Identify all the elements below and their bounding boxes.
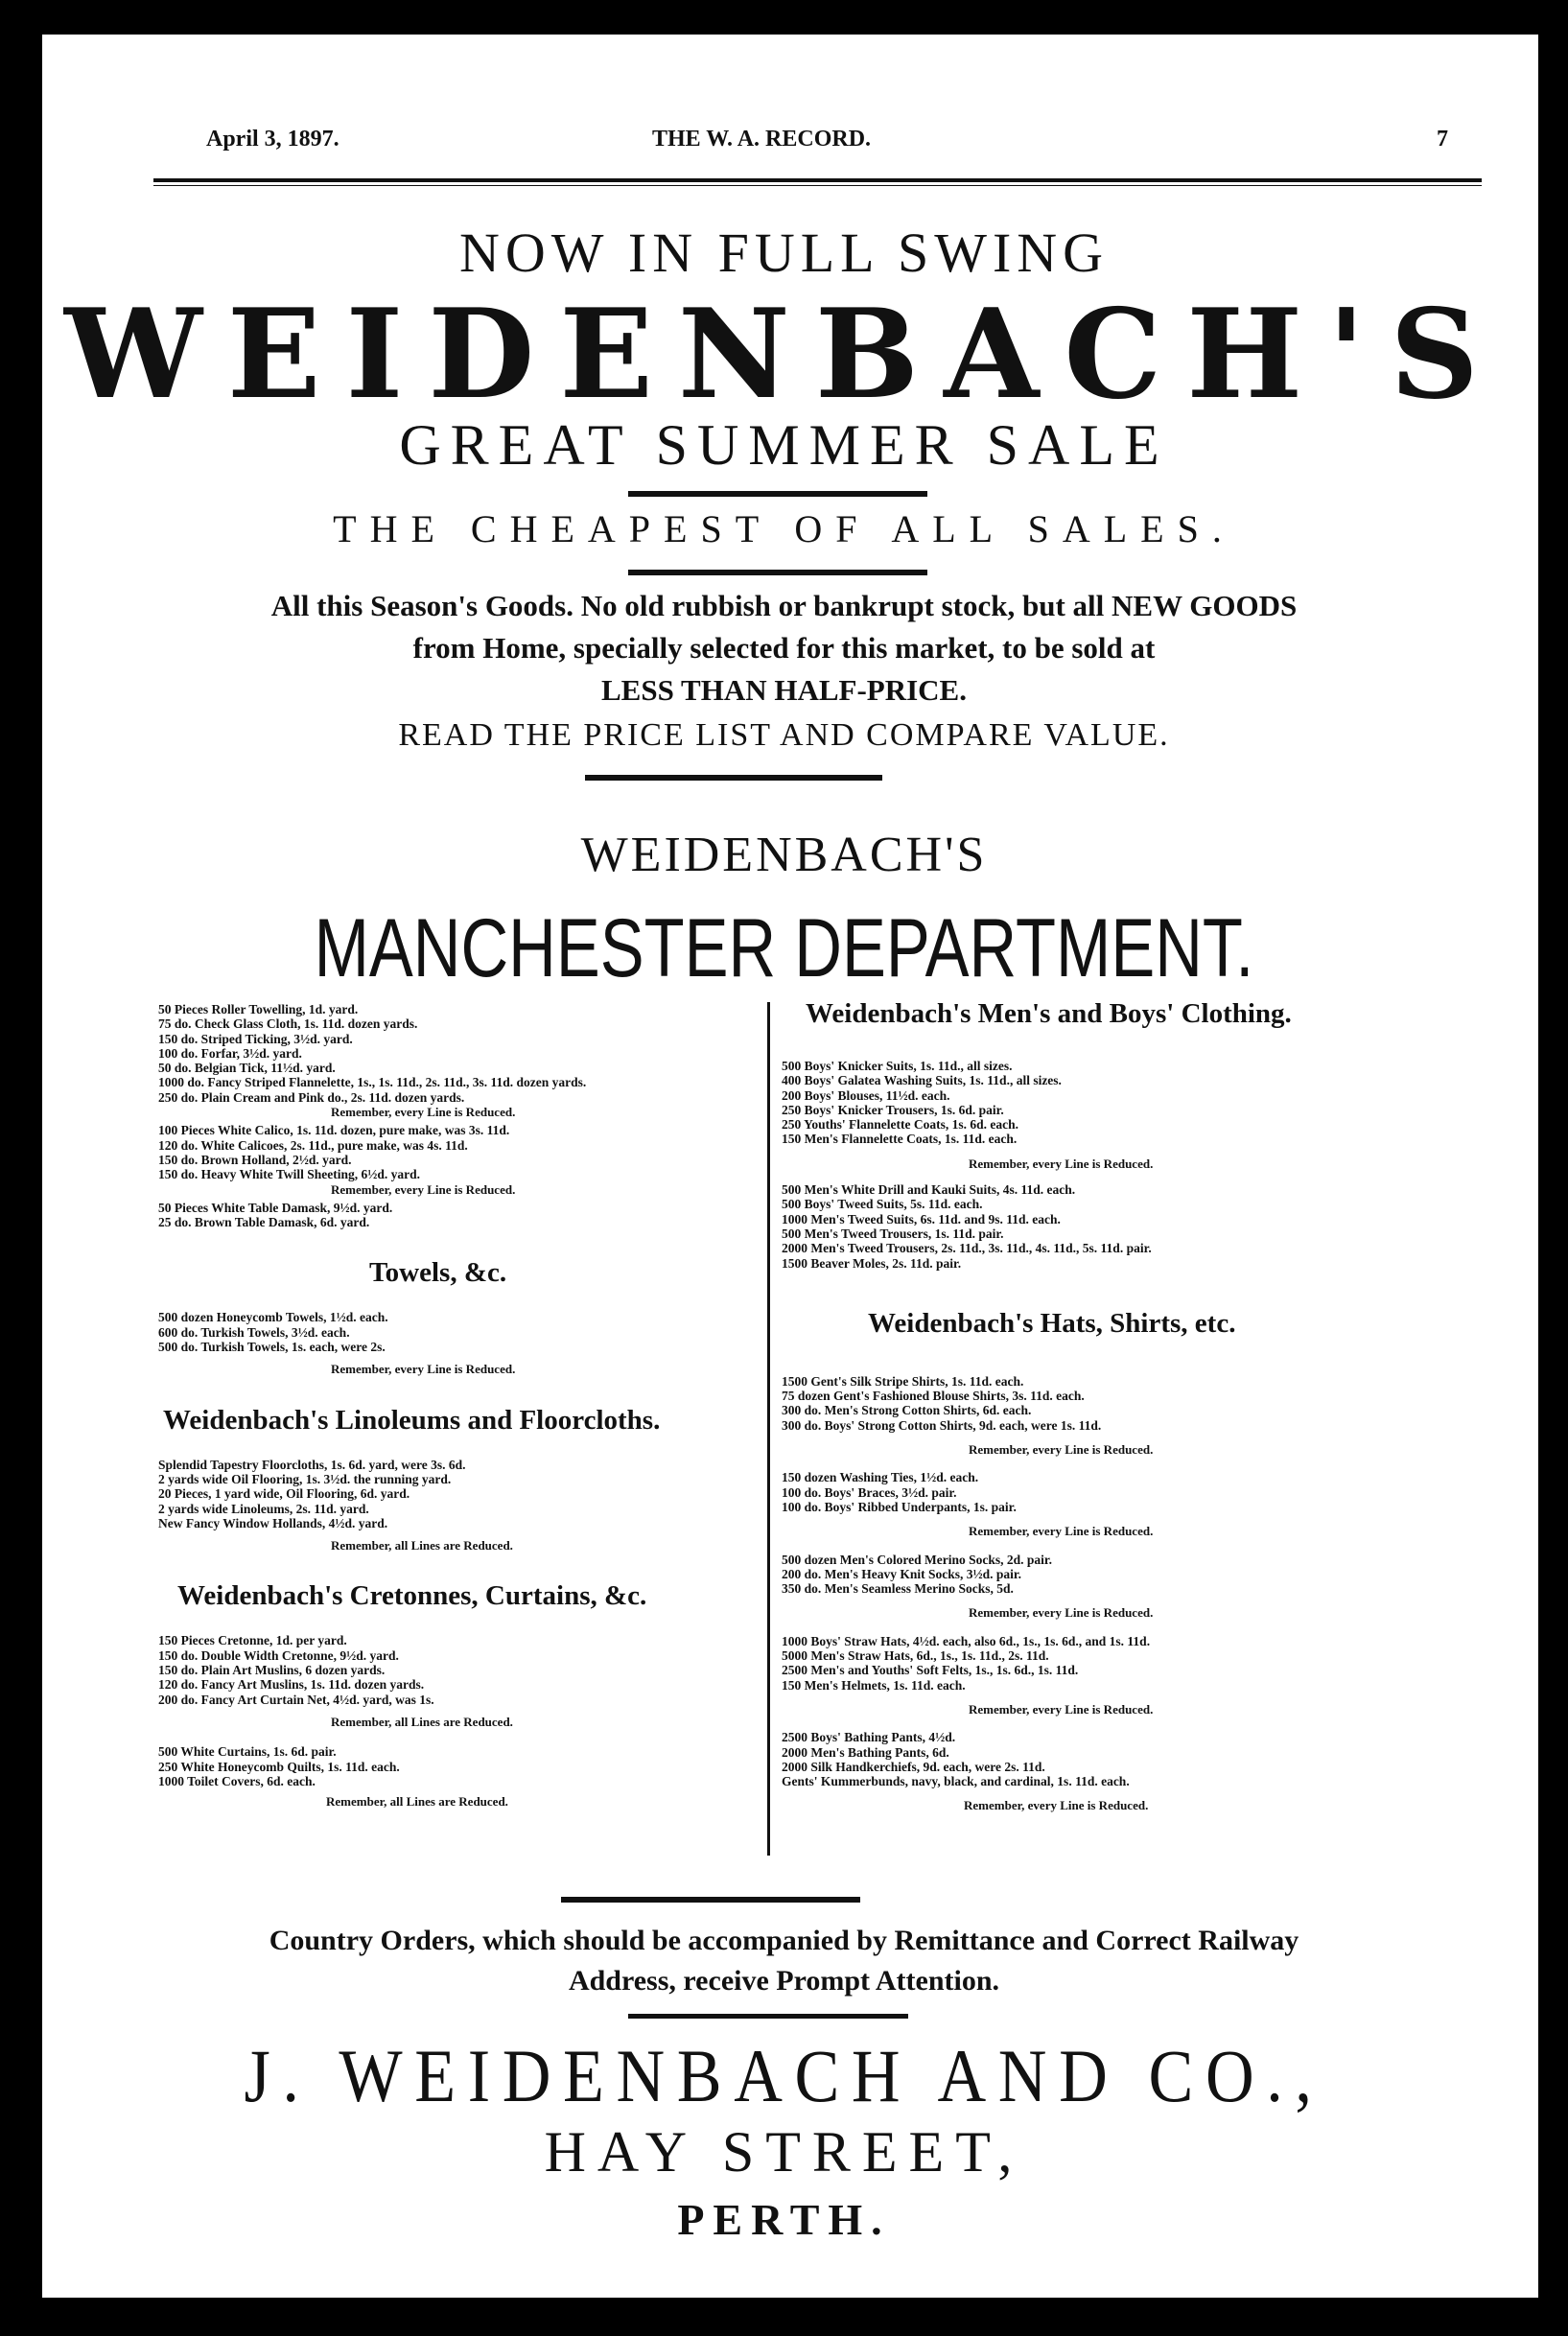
country-line: Address, receive Prompt Attention. <box>568 1965 1000 1997</box>
list-item: Splendid Tapestry Floorcloths, 1s. 6d. yard, were 3s. 6d. <box>158 1457 466 1472</box>
list-item: 120 do. White Calicoes, 2s. 11d., pure make, was 4s. 11d. <box>158 1137 468 1153</box>
list-item: 25 do. Brown Table Damask, 6d. yard. <box>158 1215 370 1230</box>
list-item: 500 dozen Honeycomb Towels, 1½d. each. <box>158 1310 388 1325</box>
running-header <box>153 113 1482 152</box>
divider-bar <box>585 775 882 781</box>
list-item: 200 do. Fancy Art Curtain Net, 4½d. yard, was 1s. <box>158 1692 434 1707</box>
header-rule <box>153 178 1482 182</box>
list-item: 1000 Boys' Straw Hats, 4½d. each, also 6d., 1s., 1s. 6d., and 1s. 11d. <box>782 1633 1151 1648</box>
firm-name: J. WEIDENBACH AND CO., <box>244 2034 1324 2117</box>
divider-bar <box>628 491 927 497</box>
reminder-note: Remember, all Lines are Reduced. <box>326 1794 508 1810</box>
read-price-list: READ THE PRICE LIST AND COMPARE VALUE. <box>398 717 1170 753</box>
right-column <box>782 997 1415 1817</box>
headline-brand: WEIDENBACH'S <box>64 283 1504 427</box>
section-title-cretonnes: Weidenbach's Cretonnes, Curtains, &c. <box>177 1580 647 1612</box>
reminder-note: Remember, every Line is Reduced. <box>969 1156 1154 1171</box>
section-title-hats: Weidenbach's Hats, Shirts, etc. <box>868 1307 1236 1339</box>
list-item: 150 do. Plain Art Muslins, 6 dozen yards. <box>158 1663 386 1678</box>
department-title: MANCHESTER DEPARTMENT. <box>314 902 1254 994</box>
list-item: 150 do. Double Width Cretonne, 9½d. yard. <box>158 1647 399 1663</box>
list-item: 200 Boys' Blouses, 11½d. each. <box>782 1087 950 1103</box>
list-item: 400 Boys' Galatea Washing Suits, 1s. 11d., all sizes. <box>782 1073 1062 1088</box>
reminder-note: Remember, every Line is Reduced. <box>969 1524 1154 1539</box>
list-item: 2 yards wide Linoleums, 2s. 11d. yard. <box>158 1501 369 1516</box>
list-item: 500 White Curtains, 1s. 6d. pair. <box>158 1744 337 1760</box>
reminder-note: Remember, every Line is Reduced. <box>331 1105 516 1120</box>
list-item: 150 Men's Helmets, 1s. 11d. each. <box>782 1677 966 1693</box>
list-item: 20 Pieces, 1 yard wide, Oil Flooring, 6d. yard. <box>158 1486 410 1502</box>
list-item: 100 do. Boys' Braces, 3½d. pair. <box>782 1484 957 1500</box>
list-item: 50 Pieces Roller Towelling, 1d. yard. <box>158 1002 359 1016</box>
list-item: Gents' Kummerbunds, navy, black, and cardinal, 1s. 11d. each. <box>782 1774 1130 1789</box>
list-item: 5000 Men's Straw Hats, 6d., 1s., 1s. 11d., 2s. 11d. <box>782 1648 1049 1664</box>
intro-line: from Home, specially selected for this market, to be sold at <box>412 631 1156 665</box>
list-item: 100 Pieces White Calico, 1s. 11d. dozen, pure make, was 3s. 11d. <box>158 1123 510 1138</box>
list-item: 2000 Silk Handkerchiefs, 9d. each, were 2s. 11d. <box>782 1759 1045 1774</box>
intro-text <box>0 585 1568 712</box>
list-item: 1500 Beaver Moles, 2s. 11d. pair. <box>782 1255 962 1271</box>
list-item: 350 do. Men's Seamless Merino Socks, 5d. <box>782 1581 1014 1597</box>
list-item: 500 Boys' Knicker Suits, 1s. 11d., all sizes. <box>782 1059 1013 1073</box>
newspaper-title: THE W. A. RECORD. <box>652 127 872 152</box>
reminder-note: Remember, every Line is Reduced. <box>969 1701 1154 1717</box>
list-item: 250 do. Plain Cream and Pink do., 2s. 11d. dozen yards. <box>158 1089 465 1105</box>
list-item: 500 Men's Tweed Trousers, 1s. 11d. pair. <box>782 1226 1004 1241</box>
list-item: 50 do. Belgian Tick, 11½d. yard. <box>158 1061 336 1076</box>
intro-line: LESS THAN HALF-PRICE. <box>601 673 967 707</box>
list-item: 500 Boys' Tweed Suits, 5s. 11d. each. <box>782 1197 983 1212</box>
list-item: 150 Pieces Cretonne, 1d. per yard. <box>158 1633 347 1648</box>
list-item: 250 Boys' Knicker Trousers, 1s. 6d. pair. <box>782 1102 1004 1117</box>
list-item: 150 do. Striped Ticking, 3½d. yard. <box>158 1031 353 1046</box>
list-item: 1000 Toilet Covers, 6d. each. <box>158 1773 316 1788</box>
list-item: 2500 Men's and Youths' Soft Felts, 1s., 1s. 6d., 1s. 11d. <box>782 1663 1079 1678</box>
list-item: 75 dozen Gent's Fashioned Blouse Shirts, 3s. 11d. each. <box>782 1389 1085 1404</box>
list-item: 300 do. Boys' Strong Cotton Shirts, 9d. each, were 1s. 11d. <box>782 1417 1102 1433</box>
country-orders-note <box>0 1921 1568 2001</box>
list-item: 2500 Boys' Bathing Pants, 4½d. <box>782 1730 956 1745</box>
country-line: Country Orders, which should be accompanied by Remittance and Correct Railway <box>269 1925 1299 1956</box>
list-item: 150 dozen Washing Ties, 1½d. each. <box>782 1470 979 1485</box>
list-item: 1000 Men's Tweed Suits, 6s. 11d. and 9s. 11d. each. <box>782 1211 1061 1226</box>
list-item: 500 do. Turkish Towels, 1s. each, were 2s. <box>158 1340 386 1355</box>
list-item: 75 do. Check Glass Cloth, 1s. 11d. dozen yards. <box>158 1016 418 1032</box>
list-item: 600 do. Turkish Towels, 3½d. each. <box>158 1324 350 1340</box>
section-title-linoleums: Weidenbach's Linoleums and Floorcloths. <box>163 1404 661 1436</box>
section-title-towels: Towels, &c. <box>369 1257 507 1289</box>
list-item: 500 Men's White Drill and Kauki Suits, 4s. 11d. each. <box>782 1182 1076 1198</box>
intro-line: All this Season's Goods. No old rubbish or bankrupt stock, but all NEW GOODS <box>270 589 1298 622</box>
reminder-note: Remember, every Line is Reduced. <box>964 1798 1149 1813</box>
divider-bar <box>628 570 927 575</box>
list-item: New Fancy Window Hollands, 4½d. yard. <box>158 1515 388 1530</box>
list-item: 200 do. Men's Heavy Knit Socks, 3½d. pair. <box>782 1566 1022 1581</box>
subheading-brand: WEIDENBACH'S <box>580 828 988 882</box>
reminder-note: Remember, every Line is Reduced. <box>969 1605 1154 1621</box>
headline-swing: NOW IN FULL SWING <box>458 222 1110 284</box>
list-item: 250 Youths' Flannelette Coats, 1s. 6d. each. <box>782 1117 1019 1133</box>
list-item: 100 do. Forfar, 3½d. yard. <box>158 1045 302 1061</box>
page-number: 7 <box>1437 127 1448 152</box>
column-divider <box>767 1002 770 1856</box>
list-item: 150 do. Brown Holland, 2½d. yard. <box>158 1152 352 1167</box>
divider-bar <box>628 2014 908 2019</box>
city-name: PERTH. <box>677 2195 891 2244</box>
headline-cheapest: THE CHEAPEST OF ALL SALES. <box>333 507 1235 550</box>
list-item: 500 dozen Men's Colored Merino Socks, 2d. pair. <box>782 1552 1053 1567</box>
list-item: 2000 Men's Tweed Trousers, 2s. 11d., 3s. 11d., 4s. 11d., 5s. 11d. pair. <box>782 1241 1152 1256</box>
street-address: HAY STREET, <box>544 2120 1024 2184</box>
list-item: 120 do. Fancy Art Muslins, 1s. 11d. dozen yards. <box>158 1677 425 1693</box>
issue-date: April 3, 1897. <box>206 127 339 152</box>
reminder-note: Remember, every Line is Reduced. <box>331 1362 516 1377</box>
reminder-note: Remember, every Line is Reduced. <box>331 1181 516 1197</box>
list-item: 1500 Gent's Silk Stripe Shirts, 1s. 11d. each. <box>782 1373 1024 1389</box>
list-item: 100 do. Boys' Ribbed Underpants, 1s. pair. <box>782 1499 1017 1514</box>
reminder-note: Remember, all Lines are Reduced. <box>331 1538 513 1553</box>
list-item: 1000 do. Fancy Striped Flannelette, 1s., 1s. 11d., 2s. 11d., 3s. 11d. dozen yards. <box>158 1075 587 1090</box>
left-column <box>158 1002 753 1812</box>
divider-bar <box>561 1897 860 1903</box>
list-item: 150 Men's Flannelette Coats, 1s. 11d. each. <box>782 1132 1018 1147</box>
list-item: 150 do. Heavy White Twill Sheeting, 6½d. yard. <box>158 1167 421 1182</box>
list-item: 50 Pieces White Table Damask, 9½d. yard. <box>158 1200 393 1215</box>
list-item: 2000 Men's Bathing Pants, 6d. <box>782 1744 949 1760</box>
header-rule-thin <box>153 185 1482 186</box>
list-item: 300 do. Men's Strong Cotton Shirts, 6d. each. <box>782 1403 1032 1418</box>
list-item: 2 yards wide Oil Flooring, 1s. 3½d. the running yard. <box>158 1471 452 1486</box>
headline-sale: GREAT SUMMER SALE <box>399 413 1169 477</box>
list-item: 250 White Honeycomb Quilts, 1s. 11d. each. <box>158 1759 400 1774</box>
reminder-note: Remember, all Lines are Reduced. <box>331 1714 513 1729</box>
section-title-clothing: Weidenbach's Men's and Boys' Clothing. <box>806 998 1292 1029</box>
reminder-note: Remember, every Line is Reduced. <box>969 1442 1154 1458</box>
